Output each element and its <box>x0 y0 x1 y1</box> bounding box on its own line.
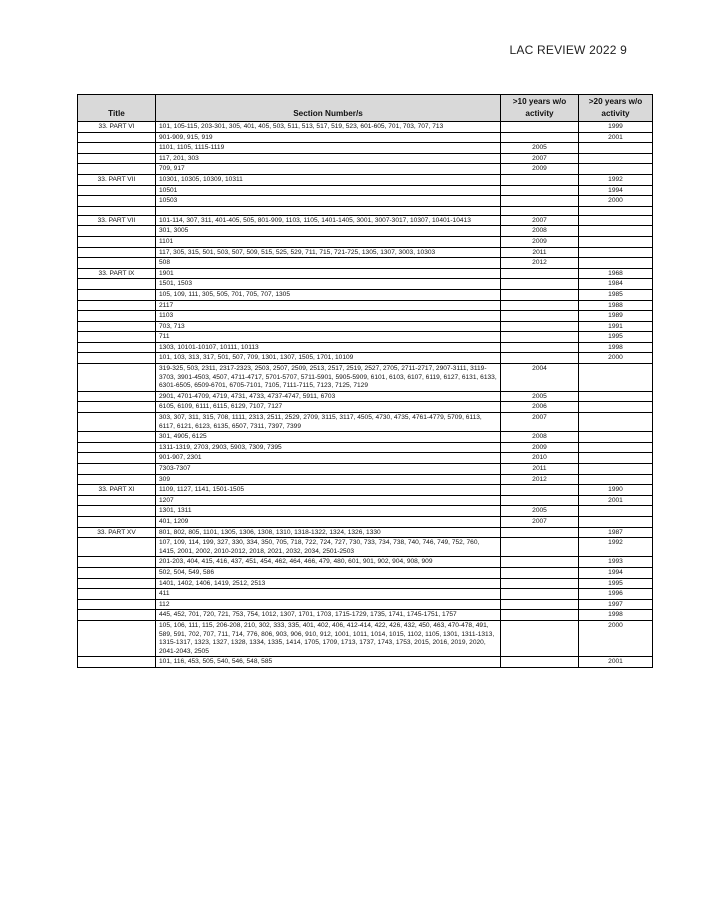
row-20-years: 1968 <box>579 268 653 279</box>
row-title: 33. PART IX <box>78 268 156 279</box>
row-10-years <box>501 495 579 506</box>
row-title <box>78 657 156 668</box>
row-title <box>78 557 156 568</box>
table-row <box>78 215 653 226</box>
row-20-years: 1988 <box>579 300 653 311</box>
row-20-years <box>579 516 653 527</box>
table-row <box>78 402 653 413</box>
table-row <box>78 321 653 332</box>
row-10-years: 2007 <box>501 215 579 226</box>
row-sections: 10501 <box>156 185 501 196</box>
row-sections: 7303-7307 <box>156 464 501 475</box>
row-20-years <box>579 226 653 237</box>
row-10-years <box>501 538 579 557</box>
row-title <box>78 332 156 343</box>
row-sections: 703, 713 <box>156 321 501 332</box>
row-20-years: 1998 <box>579 342 653 353</box>
row-20-years <box>579 453 653 464</box>
row-20-years <box>579 432 653 443</box>
row-title <box>78 464 156 475</box>
row-20-years: 1991 <box>579 321 653 332</box>
row-sections: 709, 917 <box>156 164 501 175</box>
row-20-years <box>579 206 653 215</box>
row-10-years <box>501 185 579 196</box>
row-20-years: 1992 <box>579 538 653 557</box>
row-10-years <box>501 289 579 300</box>
row-sections: 1301, 1311 <box>156 506 501 517</box>
row-sections: 1303, 10101-10107, 10111, 10113 <box>156 342 501 353</box>
row-title: 33. PART VII <box>78 174 156 185</box>
row-title <box>78 206 156 215</box>
row-10-years: 2012 <box>501 258 579 269</box>
row-title <box>78 311 156 322</box>
row-10-years: 2012 <box>501 474 579 485</box>
row-title <box>78 610 156 621</box>
row-20-years <box>579 442 653 453</box>
row-10-years <box>501 610 579 621</box>
row-20-years: 2000 <box>579 620 653 656</box>
row-20-years <box>579 364 653 392</box>
row-title <box>78 143 156 154</box>
table-row <box>78 442 653 453</box>
table-row <box>78 453 653 464</box>
table-header-row <box>78 95 653 122</box>
row-20-years: 1996 <box>579 589 653 600</box>
row-title <box>78 413 156 432</box>
row-20-years <box>579 258 653 269</box>
row-sections: 901-907, 2301 <box>156 453 501 464</box>
row-10-years <box>501 557 579 568</box>
row-10-years: 2005 <box>501 143 579 154</box>
row-sections: 1101 <box>156 236 501 247</box>
row-title <box>78 279 156 290</box>
row-title <box>78 453 156 464</box>
row-title: 33. PART VII <box>78 215 156 226</box>
row-20-years: 2001 <box>579 657 653 668</box>
table-row <box>78 300 653 311</box>
row-10-years <box>501 578 579 589</box>
table-row <box>78 610 653 621</box>
row-title <box>78 432 156 443</box>
row-20-years: 1987 <box>579 527 653 538</box>
table-row <box>78 516 653 527</box>
row-title <box>78 364 156 392</box>
table-row <box>78 268 653 279</box>
table-row <box>78 332 653 343</box>
row-sections: 301, 3005 <box>156 226 501 237</box>
row-sections: 445, 452, 701, 720, 721, 753, 754, 1012, 1307, 1701, 1703, 1715-1729, 1735, 1741, 1745-1751, 1757 <box>156 610 501 621</box>
row-10-years: 2011 <box>501 247 579 258</box>
row-20-years: 1995 <box>579 332 653 343</box>
row-10-years: 2006 <box>501 402 579 413</box>
row-sections: 1109, 1127, 1141, 1501-1505 <box>156 485 501 496</box>
row-20-years <box>579 402 653 413</box>
row-title <box>78 300 156 311</box>
row-10-years <box>501 342 579 353</box>
table-row <box>78 196 653 207</box>
table-row <box>78 122 653 133</box>
row-20-years: 1993 <box>579 557 653 568</box>
row-title <box>78 321 156 332</box>
row-sections: 1501, 1503 <box>156 279 501 290</box>
row-title <box>78 620 156 656</box>
row-title <box>78 247 156 258</box>
table-row <box>78 164 653 175</box>
row-20-years <box>579 215 653 226</box>
row-title <box>78 474 156 485</box>
row-sections: 1901 <box>156 268 501 279</box>
column-header-sections: Section Number/s <box>156 95 501 122</box>
table-row <box>78 557 653 568</box>
table-body <box>78 122 653 668</box>
row-10-years: 2005 <box>501 391 579 402</box>
row-10-years <box>501 485 579 496</box>
table-row <box>78 599 653 610</box>
row-sections: 303, 307, 311, 315, 708, 1111, 2313, 2511, 2529, 2709, 3115, 3117, 4505, 4730, 4735, 4761-4779, 5709, 6113, 6117, 6121, 6123, 6135, 6507, 7311, 7397, 7399 <box>156 413 501 432</box>
table-row <box>78 432 653 443</box>
row-10-years <box>501 206 579 215</box>
row-10-years <box>501 657 579 668</box>
table-row <box>78 236 653 247</box>
table-row <box>78 620 653 656</box>
table-row <box>78 657 653 668</box>
row-10-years: 2009 <box>501 442 579 453</box>
row-title <box>78 185 156 196</box>
row-10-years: 2008 <box>501 226 579 237</box>
row-title <box>78 578 156 589</box>
row-10-years <box>501 279 579 290</box>
row-20-years: 2001 <box>579 132 653 143</box>
row-20-years <box>579 391 653 402</box>
row-10-years <box>501 132 579 143</box>
row-20-years <box>579 164 653 175</box>
row-sections: 502, 504, 549, 586 <box>156 567 501 578</box>
row-title <box>78 391 156 402</box>
row-sections: 2117 <box>156 300 501 311</box>
table-row <box>78 538 653 557</box>
row-title <box>78 538 156 557</box>
row-10-years <box>501 196 579 207</box>
row-10-years: 2005 <box>501 506 579 517</box>
row-10-years: 2007 <box>501 413 579 432</box>
inactivity-table <box>77 94 653 668</box>
page-header: LAC REVIEW 2022 9 <box>509 43 627 57</box>
table-row <box>78 364 653 392</box>
row-title <box>78 506 156 517</box>
row-sections <box>156 206 501 215</box>
row-sections: 107, 109, 114, 199, 327, 330, 334, 350, 705, 718, 722, 724, 727, 730, 733, 734, 738, 740, 746, 749, 752, 760, 1415, 2001, 2002, 2010-2012, 2018, 2021, 2032, 2034, 2501-2503 <box>156 538 501 557</box>
row-10-years <box>501 599 579 610</box>
row-10-years <box>501 300 579 311</box>
table-row <box>78 578 653 589</box>
row-20-years: 1994 <box>579 185 653 196</box>
row-title <box>78 567 156 578</box>
row-sections: 319-325, 503, 2311, 2317-2323, 2503, 2507, 2509, 2513, 2517, 2519, 2527, 2705, 2711-2717, 2907-3111, 3119-3703, 3901-4503, 4507, 4711-4717, 5701-5707, 5711-5901, 5905-5909, 6101, 6103, 6107, 6119, 6127, 6131, 6133, 6301-6505, 6509-6701, 6705-7101, 7105, 7111-7115, 7123, 7125, 7129 <box>156 364 501 392</box>
row-20-years: 1994 <box>579 567 653 578</box>
column-header-10-years: >10 years w/o activity <box>501 95 579 122</box>
row-20-years <box>579 506 653 517</box>
row-sections: 117, 201, 303 <box>156 153 501 164</box>
row-title <box>78 132 156 143</box>
row-sections: 1401, 1402, 1406, 1419, 2512, 2513 <box>156 578 501 589</box>
row-sections: 411 <box>156 589 501 600</box>
row-10-years: 2010 <box>501 453 579 464</box>
row-10-years: 2008 <box>501 432 579 443</box>
table-row <box>78 342 653 353</box>
row-10-years <box>501 332 579 343</box>
row-sections: 201-203, 404, 415, 416, 437, 451, 454, 462, 464, 466, 479, 480, 601, 901, 902, 904, 908, 909 <box>156 557 501 568</box>
row-title <box>78 164 156 175</box>
row-title <box>78 342 156 353</box>
table-row <box>78 311 653 322</box>
row-20-years <box>579 413 653 432</box>
row-title: 33. PART VI <box>78 122 156 133</box>
row-20-years <box>579 247 653 258</box>
row-sections: 10301, 10305, 10309, 10311 <box>156 174 501 185</box>
row-sections: 801, 802, 805, 1101, 1305, 1306, 1308, 1310, 1318-1322, 1324, 1326, 1330 <box>156 527 501 538</box>
row-sections: 1311-1319, 2703, 2903, 5903, 7309, 7395 <box>156 442 501 453</box>
column-header-20-years: >20 years w/o activity <box>579 95 653 122</box>
row-20-years: 1998 <box>579 610 653 621</box>
table-row <box>78 279 653 290</box>
table-row <box>78 247 653 258</box>
row-sections: 101, 116, 453, 505, 540, 546, 548, 585 <box>156 657 501 668</box>
row-20-years: 2000 <box>579 353 653 364</box>
row-title: 33. PART XV <box>78 527 156 538</box>
table-row <box>78 132 653 143</box>
row-10-years: 2004 <box>501 364 579 392</box>
table-row <box>78 143 653 154</box>
row-10-years <box>501 353 579 364</box>
row-title <box>78 196 156 207</box>
row-sections: 117, 305, 315, 501, 503, 507, 509, 515, 525, 529, 711, 715, 721-725, 1305, 1307, 3003, 10303 <box>156 247 501 258</box>
row-sections: 301, 4905, 6125 <box>156 432 501 443</box>
row-sections: 309 <box>156 474 501 485</box>
row-sections: 711 <box>156 332 501 343</box>
table-row <box>78 258 653 269</box>
row-20-years: 1997 <box>579 599 653 610</box>
row-sections: 10503 <box>156 196 501 207</box>
row-title <box>78 153 156 164</box>
row-title <box>78 353 156 364</box>
table-row <box>78 391 653 402</box>
row-20-years: 1992 <box>579 174 653 185</box>
row-sections: 105, 106, 111, 115, 206-208, 210, 302, 333, 335, 401, 402, 406, 412-414, 422, 426, 432, 450, 463, 470-478, 491, 589, 591, 702, 707, 711, 714, 776, 806, 903, 906, 910, 912, 1001, 1011, 1014, 1015, 1102, 1105, 1301, 1311-1313, 1315-1317, 1323, 1327, 1328, 1334, 1335, 1414, 1705, 1709, 1713, 1737, 1743, 1753, 2015, 2016, 2019, 2020, 2041-2043, 2505 <box>156 620 501 656</box>
row-10-years: 2009 <box>501 236 579 247</box>
table-row <box>78 474 653 485</box>
row-20-years: 1989 <box>579 311 653 322</box>
row-10-years <box>501 122 579 133</box>
row-title <box>78 516 156 527</box>
row-title <box>78 226 156 237</box>
row-10-years <box>501 268 579 279</box>
row-20-years: 1985 <box>579 289 653 300</box>
row-sections: 901-909, 915, 919 <box>156 132 501 143</box>
row-sections: 6105, 6109, 6111, 6115, 6129, 7107, 7127 <box>156 402 501 413</box>
row-20-years <box>579 153 653 164</box>
row-sections: 1103 <box>156 311 501 322</box>
table-row <box>78 289 653 300</box>
row-10-years: 2007 <box>501 516 579 527</box>
row-20-years: 1984 <box>579 279 653 290</box>
row-sections: 1207 <box>156 495 501 506</box>
row-sections: 101, 105-115, 203-301, 305, 401, 405, 503, 511, 513, 517, 519, 523, 601-605, 701, 703, 707, 713 <box>156 122 501 133</box>
row-10-years: 2009 <box>501 164 579 175</box>
row-20-years <box>579 143 653 154</box>
row-sections: 2901, 4701-4709, 4719, 4731, 4733, 4737-4747, 5911, 6703 <box>156 391 501 402</box>
table-row <box>78 464 653 475</box>
table-row <box>78 226 653 237</box>
row-sections: 508 <box>156 258 501 269</box>
table-row <box>78 153 653 164</box>
row-10-years <box>501 321 579 332</box>
table-row <box>78 589 653 600</box>
row-10-years: 2011 <box>501 464 579 475</box>
row-sections: 101, 103, 313, 317, 501, 507, 709, 1301, 1307, 1505, 1701, 10109 <box>156 353 501 364</box>
row-sections: 101-114, 307, 311, 401-405, 505, 801-909, 1103, 1105, 1401-1405, 3001, 3007-3017, 10307, 10401-10413 <box>156 215 501 226</box>
row-title <box>78 495 156 506</box>
table-row <box>78 413 653 432</box>
table-row <box>78 527 653 538</box>
row-title <box>78 599 156 610</box>
row-title <box>78 258 156 269</box>
row-title <box>78 589 156 600</box>
table-row <box>78 206 653 215</box>
row-20-years: 1999 <box>579 122 653 133</box>
table-row <box>78 185 653 196</box>
row-title <box>78 402 156 413</box>
row-sections: 105, 109, 111, 305, 505, 701, 705, 707, 1305 <box>156 289 501 300</box>
row-10-years <box>501 567 579 578</box>
row-10-years <box>501 311 579 322</box>
row-20-years: 1990 <box>579 485 653 496</box>
row-20-years: 2001 <box>579 495 653 506</box>
table-row <box>78 485 653 496</box>
row-10-years <box>501 527 579 538</box>
row-10-years <box>501 174 579 185</box>
row-10-years <box>501 589 579 600</box>
row-sections: 1101, 1105, 1115-1119 <box>156 143 501 154</box>
table-row <box>78 506 653 517</box>
table-row <box>78 174 653 185</box>
row-title <box>78 442 156 453</box>
table-row <box>78 495 653 506</box>
row-20-years: 2000 <box>579 196 653 207</box>
table-row <box>78 353 653 364</box>
row-title: 33. PART XI <box>78 485 156 496</box>
row-20-years <box>579 474 653 485</box>
table-row <box>78 567 653 578</box>
row-sections: 112 <box>156 599 501 610</box>
row-20-years: 1995 <box>579 578 653 589</box>
row-title <box>78 236 156 247</box>
row-10-years <box>501 620 579 656</box>
row-20-years <box>579 464 653 475</box>
row-title <box>78 289 156 300</box>
row-10-years: 2007 <box>501 153 579 164</box>
column-header-title: Title <box>78 95 156 122</box>
row-20-years <box>579 236 653 247</box>
row-sections: 401, 1209 <box>156 516 501 527</box>
